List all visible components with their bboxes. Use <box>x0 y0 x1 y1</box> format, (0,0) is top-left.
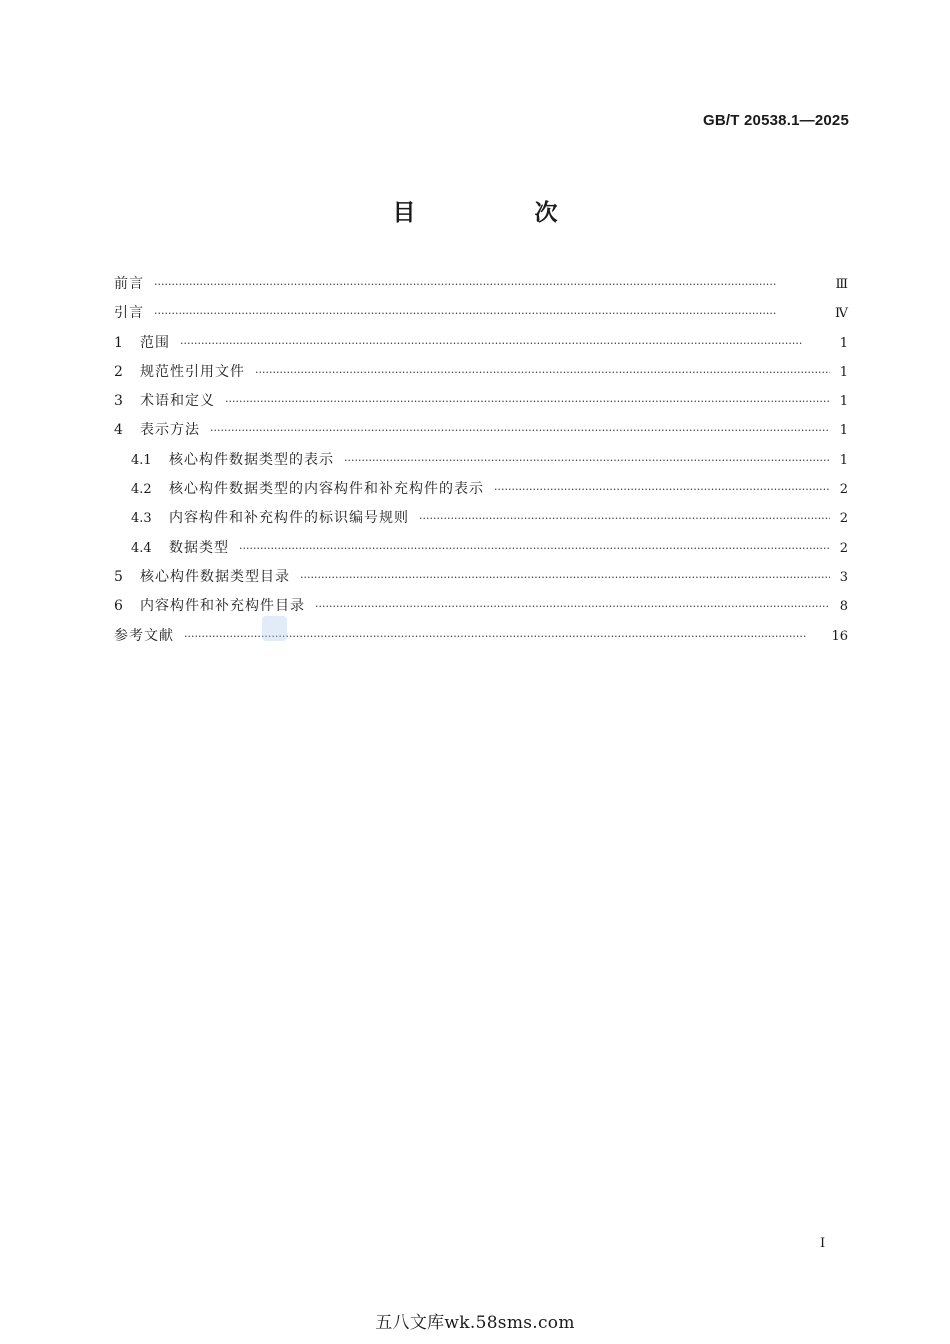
toc-entry-number: 4.3 <box>131 511 152 527</box>
page-number: Ⅰ <box>820 1236 826 1251</box>
toc-entry-number: 4 <box>114 422 123 439</box>
toc-leader-dots <box>300 563 830 592</box>
page-title: 目 次 <box>392 200 606 226</box>
toc-entry-page: 3 <box>839 569 848 585</box>
toc-entry-2[interactable] <box>114 358 848 387</box>
toc-entry-label: 表示方法 <box>140 422 200 439</box>
toc-entry-6[interactable] <box>114 592 848 621</box>
toc-entry-4[interactable] <box>114 416 848 445</box>
toc-entry-label: 内容构件和补充构件的标识编号规则 <box>169 510 409 527</box>
watermark-logo <box>262 616 287 641</box>
toc-entry-label: 核心构件数据类型的内容构件和补充构件的表示 <box>169 481 484 498</box>
toc-entry-5[interactable] <box>114 563 848 592</box>
toc-entry-page: 1 <box>839 364 848 380</box>
toc-entry-page: 1 <box>839 452 848 468</box>
toc-leader-dots <box>344 446 830 475</box>
toc-entry-label: 参考文献 <box>114 627 174 644</box>
toc-entry-label: 数据类型 <box>169 539 229 556</box>
toc-entry-label: 核心构件数据类型的表示 <box>169 451 334 468</box>
toc-entry-4-2[interactable] <box>114 475 848 504</box>
toc-entry-number: 4.4 <box>131 540 152 556</box>
toc-leader-dots <box>419 504 830 533</box>
footer-site-link[interactable]: 五八文库wk.58sms.com <box>375 1313 575 1333</box>
toc-entry-label: 范围 <box>140 334 170 351</box>
toc-entry-number: 3 <box>114 393 123 410</box>
toc-entry-number: 2 <box>114 363 123 380</box>
toc-leader-dots <box>154 270 829 299</box>
toc-entry-label: 前言 <box>114 276 144 292</box>
toc-leader-dots <box>255 358 830 387</box>
toc-entry-page: 1 <box>839 335 848 351</box>
toc-entry-label: 规范性引用文件 <box>140 363 245 380</box>
toc-leader-dots <box>180 329 830 358</box>
toc-leader-dots <box>154 299 829 328</box>
toc-entry-number: 5 <box>114 568 123 585</box>
toc-entry-page: 2 <box>839 511 848 527</box>
toc-entry-4-3[interactable] <box>114 504 848 533</box>
toc-entry-page: 16 <box>831 628 848 644</box>
toc-entry-page: Ⅳ <box>835 306 848 322</box>
table-of-contents <box>114 270 848 651</box>
toc-entry-page: 2 <box>839 482 848 498</box>
toc-entry-number: 1 <box>114 334 123 351</box>
toc-leader-dots <box>239 534 830 563</box>
toc-leader-dots <box>225 387 830 416</box>
toc-entry-page: 1 <box>839 394 848 410</box>
toc-entry-label: 引言 <box>114 305 144 322</box>
toc-entry-1[interactable] <box>114 329 848 358</box>
toc-entry-label: 内容构件和补充构件目录 <box>140 598 305 615</box>
toc-entry-page: 1 <box>839 423 848 439</box>
toc-entry-4-1[interactable] <box>114 446 848 475</box>
toc-entry-page: 8 <box>839 599 848 615</box>
toc-entry-number: 6 <box>114 598 123 615</box>
toc-entry-label: 核心构件数据类型目录 <box>140 568 290 585</box>
toc-entry-number: 4.2 <box>131 482 152 498</box>
toc-entry-foreword[interactable] <box>114 270 848 299</box>
toc-entry-bibliography[interactable] <box>114 622 848 651</box>
toc-leader-dots <box>494 475 830 504</box>
toc-leader-dots <box>210 416 830 445</box>
toc-entry-page: Ⅲ <box>835 277 848 292</box>
toc-entry-introduction[interactable] <box>114 299 848 328</box>
toc-entry-3[interactable] <box>114 387 848 416</box>
toc-entry-4-4[interactable] <box>114 534 848 563</box>
toc-entry-label: 术语和定义 <box>140 393 215 410</box>
toc-entry-page: 2 <box>839 540 848 556</box>
standard-number: GB/T 20538.1—2025 <box>703 112 849 129</box>
toc-leader-dots <box>315 592 830 621</box>
toc-entry-number: 4.1 <box>131 452 152 468</box>
